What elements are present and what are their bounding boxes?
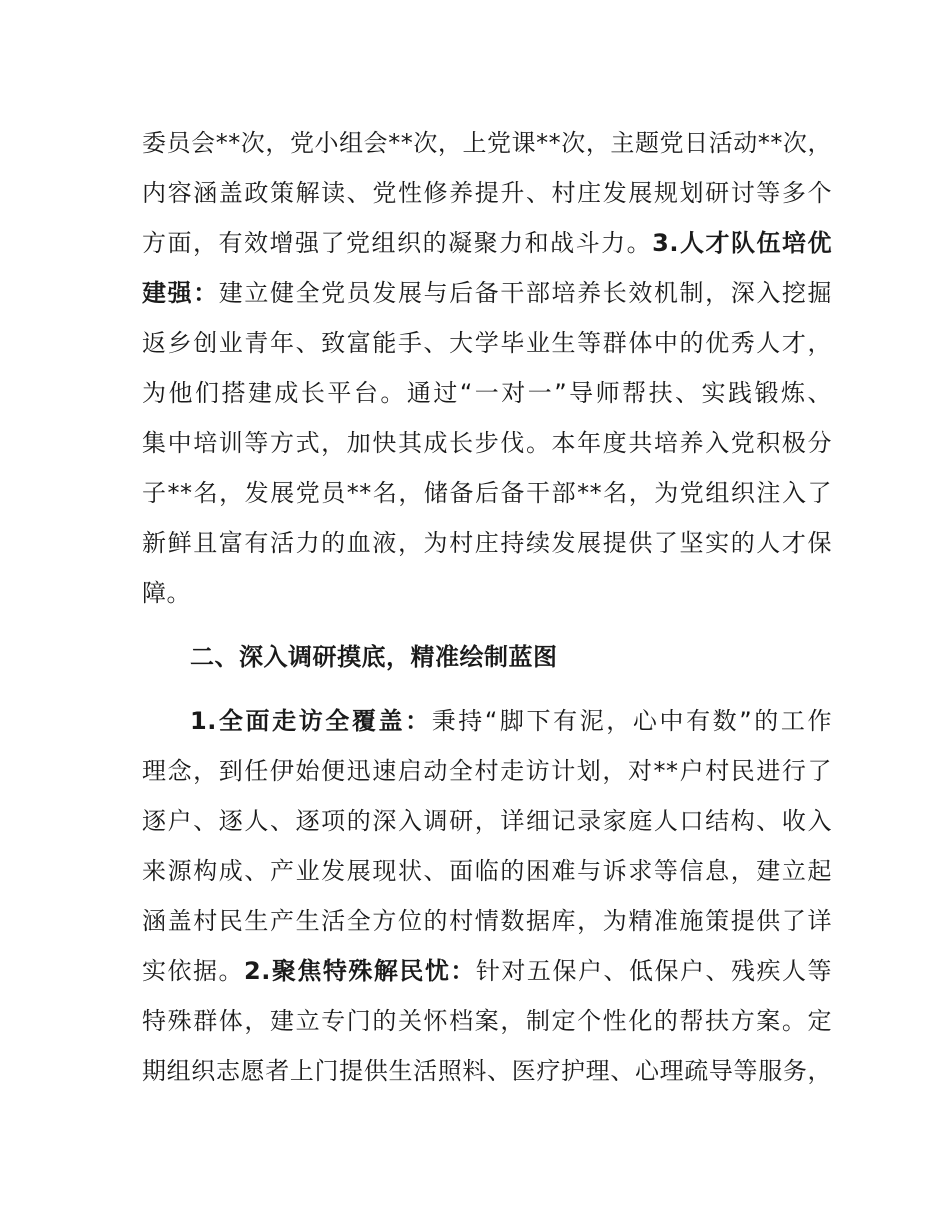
text-line (142, 846, 832, 896)
text-line (142, 418, 832, 468)
text-line (142, 1046, 832, 1096)
text-run: 秉持“脚下有泥，心中有数”的工作 (431, 707, 832, 735)
text-run: 建立健全党员发展与后备干部培养长效机制，深入挖掘 (218, 279, 833, 307)
text-run: 针对五保户、低保户、残疾人等 (475, 957, 833, 985)
text-line (142, 118, 832, 168)
text-run: 方面，有效增强了党组织的凝聚力和战斗力。 (142, 229, 653, 257)
bold-subheading: 1.全面走访全覆盖： (190, 707, 432, 735)
text-line (142, 468, 832, 518)
text-run: 子**名，发展党员**名，储备后备干部**名，为党组织注入了 (142, 479, 832, 507)
text-run: 逐户、逐人、逐项的深入调研，详细记录家庭人口结构、收入 (142, 807, 832, 835)
text-run: 期组织志愿者上门提供生活照料、医疗护理、心理疏导等服务， (142, 1057, 832, 1085)
text-line (142, 368, 832, 418)
text-line (142, 568, 832, 618)
text-line (142, 168, 832, 218)
text-run: 内容涵盖政策解读、党性修养提升、村庄发展规划研讨等多个 (142, 179, 832, 207)
bold-subheading: 建强： (142, 279, 219, 307)
text-line (190, 696, 832, 746)
section-heading (190, 632, 832, 682)
text-run: 来源构成、产业发展现状、面临的困难与诉求等信息，建立起 (142, 857, 832, 885)
bold-subheading: 2.聚焦特殊解民忧： (244, 957, 476, 985)
text-run: 集中培训等方式，加快其成长步伐。本年度共培养入党积极分 (142, 429, 832, 457)
text-run: 实依据。 (142, 957, 245, 985)
text-line (142, 796, 832, 846)
text-run: 特殊群体，建立专门的关怀档案，制定个性化的帮扶方案。定 (142, 1007, 832, 1035)
text-line (142, 896, 832, 946)
text-line (142, 746, 832, 796)
text-line (142, 318, 832, 368)
text-line (142, 218, 832, 268)
text-run: 为他们搭建成长平台。通过“一对一”导师帮扶、实践锻炼、 (142, 379, 832, 407)
text-run: 理念，到任伊始便迅速启动全村走访计划，对**户村民进行了 (142, 757, 832, 785)
text-line (142, 518, 832, 568)
section-heading-text: 二、深入调研摸底，精准绘制蓝图 (190, 643, 558, 671)
text-run: 返乡创业青年、致富能手、大学毕业生等群体中的优秀人才， (142, 329, 832, 357)
text-line (142, 268, 832, 318)
text-run: 障。 (142, 579, 191, 607)
text-line (142, 996, 832, 1046)
text-run: 新鲜且富有活力的血液，为村庄持续发展提供了坚实的人才保 (142, 529, 832, 557)
text-run: 委员会**次，党小组会**次，上党课**次，主题党日活动**次， (142, 129, 832, 157)
text-line (142, 946, 832, 996)
bold-subheading: 3.人才队伍培优 (652, 229, 832, 257)
text-run: 涵盖村民生产生活全方位的村情数据库，为精准施策提供了详 (142, 907, 832, 935)
